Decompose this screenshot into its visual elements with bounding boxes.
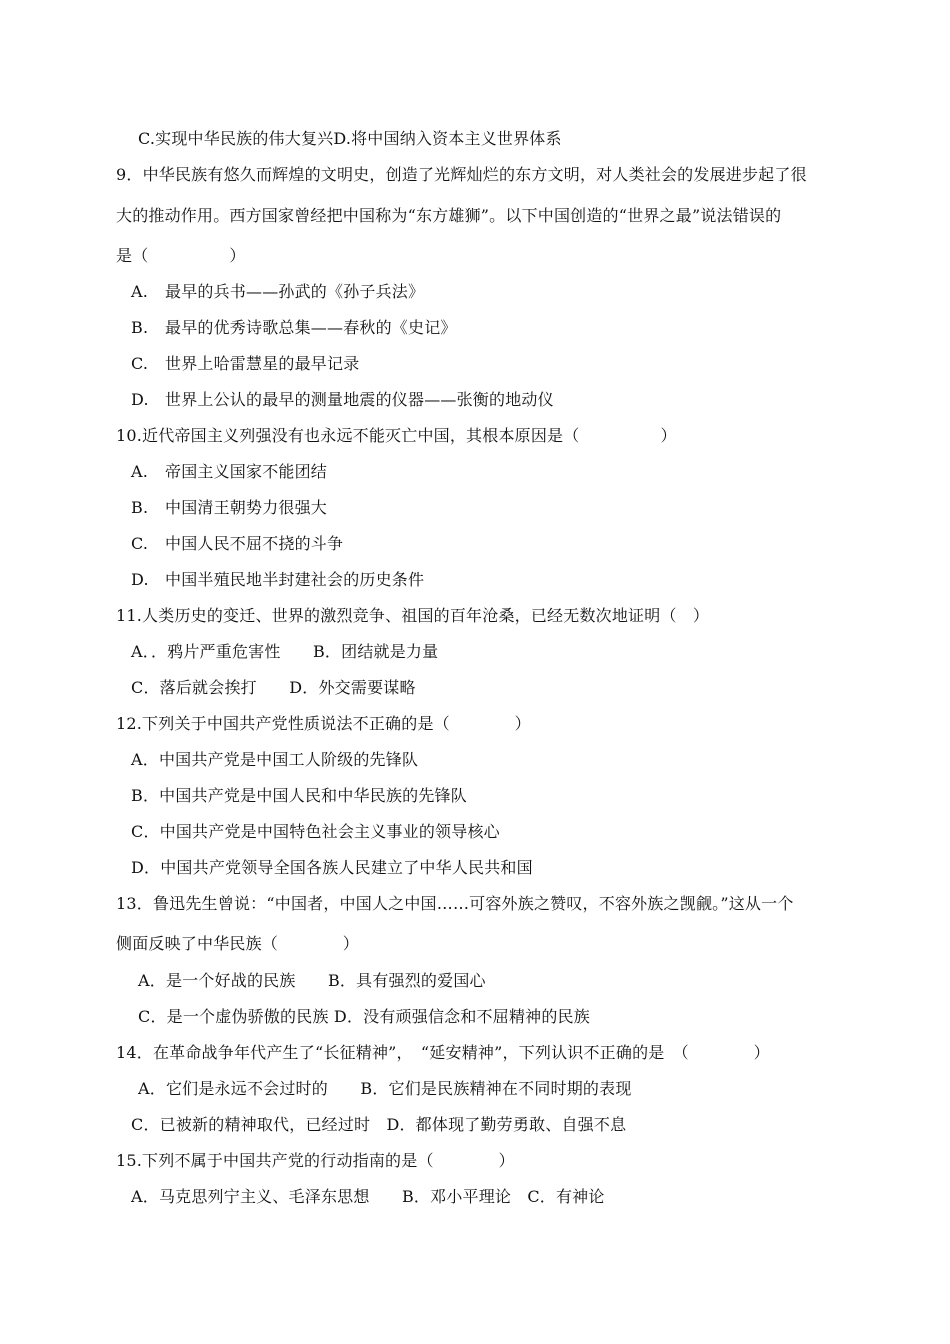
q10-stem: 10.近代帝国主义列强没有也永远不能灭亡中国，其根本原因是（ ） — [116, 426, 677, 445]
q9-option-a — [131, 282, 424, 302]
option-letter: B. — [131, 318, 149, 337]
option-text: 中国人民不屈不挠的斗争 — [165, 534, 344, 553]
q14-options-row1: A．它们是永远不会过时的 B．它们是民族精神在不同时期的表现 — [138, 1079, 632, 1098]
q10-option-b — [131, 498, 327, 518]
q9-stem-line3: 是（ ） — [116, 246, 246, 265]
q9-option-b — [131, 318, 457, 338]
option-text: 帝国主义国家不能团结 — [165, 462, 328, 481]
q11-stem: 11.人类历史的变迁、世界的激烈竞争、祖国的百年沧桑，已经无数次地证明（ ） — [116, 606, 710, 625]
q10-option-d — [131, 570, 424, 590]
option-text: 中国清王朝势力很强大 — [165, 498, 328, 517]
q12-stem: 12.下列关于中国共产党性质说法不正确的是（ ） — [116, 714, 531, 733]
option-text: 世界上公认的最早的测量地震的仪器——张衡的地动仪 — [165, 390, 554, 409]
option-letter: D. — [131, 570, 149, 589]
q13-stem-line2: 侧面反映了中华民族（ ） — [116, 934, 360, 953]
option-letter: B. — [131, 498, 149, 517]
q13-stem-line1: 13．鲁迅先生曾说：“中国者，中国人之中国……可容外族之赞叹，不容外族之觊觎。”这从一个 — [116, 894, 794, 913]
q10-option-a — [131, 462, 327, 482]
q14-stem: 14．在革命战争年代产生了“长征精神”， “延安精神”，下列认识不正确的是 （ ） — [116, 1043, 770, 1062]
option-letter: A. — [131, 282, 149, 301]
option-letter: C. — [131, 354, 149, 373]
q14-options-row2: C．已被新的精神取代，已经过时 D．都体现了勤劳勇敢、自强不息 — [131, 1115, 627, 1134]
option-text: 最早的兵书——孙武的《孙子兵法》 — [165, 282, 425, 301]
q8-option-c-d: C.实现中华民族的伟大复兴D.将中国纳入资本主义世界体系 — [138, 129, 562, 148]
q13-options-row2: C．是一个虚伪骄傲的民族 D．没有顽强信念和不屈精神的民族 — [138, 1007, 590, 1026]
q12-option-c: C．中国共产党是中国特色社会主义事业的领导核心 — [131, 822, 500, 841]
q9-stem-line1: 9．中华民族有悠久而辉煌的文明史，创造了光辉灿烂的东方文明，对人类社会的发展进步起了很 — [116, 165, 807, 184]
q15-stem: 15.下列不属于中国共产党的行动指南的是（ ） — [116, 1151, 515, 1170]
q12-option-a: A．中国共产党是中国工人阶级的先锋队 — [131, 750, 419, 769]
q9-stem-line2: 大的推动作用。西方国家曾经把中国称为“东方雄狮”。以下中国创造的“世界之最”说法错误的 — [116, 206, 782, 225]
option-letter: A. — [131, 462, 149, 481]
option-text: 最早的优秀诗歌总集——春秋的《史记》 — [165, 318, 457, 337]
q9-option-c — [131, 354, 359, 374]
option-letter: D. — [131, 390, 149, 409]
q10-option-c — [131, 534, 343, 554]
q15-options-row1: A．马克思列宁主义、毛泽东思想 B．邓小平理论 C．有神论 — [131, 1187, 605, 1206]
option-letter: C. — [131, 534, 149, 553]
q12-option-b: B．中国共产党是中国人民和中华民族的先锋队 — [131, 786, 467, 805]
q11-options-row1: A．．鸦片严重危害性 B．团结就是力量 — [131, 642, 439, 661]
option-text: 中国半殖民地半封建社会的历史条件 — [165, 570, 425, 589]
q13-options-row1: A．是一个好战的民族 B．具有强烈的爱国心 — [138, 971, 486, 990]
q12-option-d: D．中国共产党领导全国各族人民建立了中华人民共和国 — [131, 858, 533, 877]
q9-option-d — [131, 390, 554, 410]
q11-options-row2: C．落后就会挨打 D．外交需要谋略 — [131, 678, 416, 697]
option-text: 世界上哈雷慧星的最早记录 — [165, 354, 360, 373]
